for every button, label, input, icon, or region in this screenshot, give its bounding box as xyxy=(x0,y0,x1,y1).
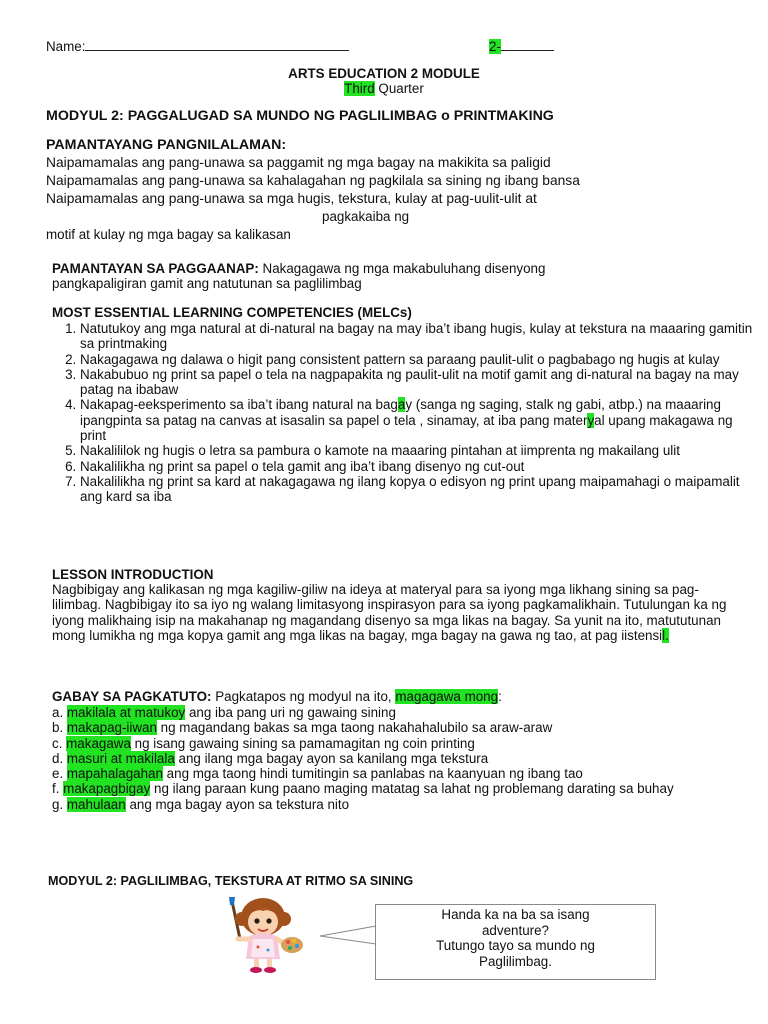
lesson-intro-heading: LESSON INTRODUCTION xyxy=(52,567,214,582)
content-standard-heading: PAMANTAYANG PANGNILALAMAN: xyxy=(46,137,287,153)
content-standard-line: Naipamamalas ang pang-unawa sa kahalagahan ng pagkilala sa sining ng ibang bansa xyxy=(46,173,580,188)
speech-tail xyxy=(318,924,378,948)
performance-standard-text-2: pangkapaligiran gamit ang natutunan sa paglilimbag xyxy=(52,276,362,291)
melc-item: 4. Nakapag-eeksperimento sa iba’t ibang natural na bagay (sanga ng saging, stalk ng gabi, atbp.) na maaaring ipangpinta sa patag na canvas at isasalin sa papel o tela , sinamay, at iba pang materyal upang makagawa ng print xyxy=(80,397,760,443)
quarter-label xyxy=(0,81,768,96)
name-label: Name: xyxy=(46,39,86,54)
content-standard-line: pagkakaiba ng xyxy=(322,209,410,224)
content-standard-line: motif at kulay ng mga bagay sa kalikasan xyxy=(46,227,291,242)
quarter-rest: Quarter xyxy=(374,81,424,96)
content-standard-line: Naipamamalas ang pang-unawa sa mga hugis, tekstura, kulay at pag-uulit-ulit at xyxy=(46,191,537,206)
module2-subheading: MODYUL 2: PAGLILIMBAG, TEKSTURA AT RITMO SA SINING xyxy=(48,874,414,888)
learning-guide-heading: GABAY SA PAGKATUTO: xyxy=(52,689,212,704)
quarter-highlight: Third xyxy=(344,81,375,96)
melcs-list xyxy=(52,321,760,505)
melc-item: 5. Nakalililok ng hugis o letra sa pambura o kamote na maaaring pintahan at iimprenta ng makailang ulit xyxy=(80,443,760,458)
speech-line: Handa ka na ba sa isang xyxy=(441,907,590,922)
section-blank[interactable] xyxy=(501,38,554,51)
section-field xyxy=(489,38,554,54)
speech-line: Paglilimbag. xyxy=(479,953,552,969)
list-item: f. makapagbigay ng ilang paraan kung paano maging matatag sa lahat ng problemang darating sa buhay xyxy=(52,781,674,797)
list-item: c. makagawa ng isang gawaing sining sa pamamagitan ng coin printing xyxy=(52,735,475,751)
name-blank[interactable] xyxy=(85,38,349,51)
speech-bubble xyxy=(375,904,656,980)
girl-painter-icon xyxy=(218,895,308,975)
melc-item: 3. Nakabubuo ng print sa papel o tela na nagpapakita ng paulit-ulit na motif gamit ang di-natural na bagay na may patag na ibabaw xyxy=(80,367,760,398)
performance-standard xyxy=(52,261,545,276)
melc-item: 2. Nakagagawa ng dalawa o higit pang consistent pattern sa paraang paulit-ulit o pagbabago ng hugis at kulay xyxy=(80,352,760,367)
list-item: g. mahulaan ang mga bagay ayon sa tekstura nito xyxy=(52,796,350,812)
module-heading: MODYUL 2: PAGGALUGAD SA MUNDO NG PAGLILIMBAG o PRINTMAKING xyxy=(46,108,554,124)
melc-item: 6. Nakalilikha ng print sa papel o tela gamit ang iba’t ibang disenyo ng cut-out xyxy=(80,459,760,474)
section-prefix: 2- xyxy=(489,39,501,54)
list-item: d. masuri at makilala ang ilang mga bagay ayon sa kanilang mga tekstura xyxy=(52,750,489,766)
melc-item: 7. Nakalilikha ng print sa kard at nakagagawa ng ilang kopya o edisyon ng print upang maipamahagi o maipamalit ang kard sa iba xyxy=(80,474,760,505)
content-standard-line: Naipamamalas ang pang-unawa sa paggamit ng mga bagay na makikita sa paligid xyxy=(46,155,551,170)
learning-guide-list xyxy=(52,705,732,812)
module-title: ARTS EDUCATION 2 MODULE xyxy=(288,66,480,81)
melcs-heading: MOST ESSENTIAL LEARNING COMPETENCIES (MELCs) xyxy=(52,305,412,320)
speech-tail-cover xyxy=(376,924,380,948)
performance-standard-heading: PAMANTAYAN SA PAGGAANAP: xyxy=(52,261,259,276)
list-item: e. mapahalagahan ang mga taong hindi tumitingin sa panlabas na kaanyuan ng ibang tao xyxy=(52,766,583,782)
speech-line: adventure? xyxy=(481,922,549,938)
learning-guide-intro: GABAY SA PAGKATUTO: Pagkatapos ng modyul na ito, magagawa mong: xyxy=(52,689,502,704)
performance-standard-text: Nakagagawa ng mga makabuluhang disenyong xyxy=(258,261,546,276)
list-item: a. makilala at matukoy ang iba pang uri ng gawaing sining xyxy=(52,705,396,720)
name-field xyxy=(46,38,349,54)
list-item: b. makapag-iiwan ng magandang bakas sa mga taong nakahahalubilo sa araw-araw xyxy=(52,720,553,736)
melc-item: 1. Natutukoy ang mga natural at di-natural na bagay na may iba’t ibang hugis, kulay at tekstura na maaaring gamitin sa printmaking xyxy=(80,321,760,352)
speech-line: Tutungo tayo sa mundo ng xyxy=(436,938,595,953)
lesson-intro-text: Nagbibigay ang kalikasan ng mga kagiliw-giliw na ideya at materyal para sa iyong mga likhang sining sa pag-lilimbag. Nagbibigay ito sa iyo ng walang limitasyong inspirasyon para sa iyong pagkamalikhain. Tutulungan ka ng iyong malikhaing isip na makahanap ng magandang disenyo sa mga likas na bagay. Sa yunit na ito, matututunan mong lumikha ng mga kopya gamit ang mga likas na bagay, mga bagay na gawa ng tao, at pag iistensil. xyxy=(52,582,727,643)
